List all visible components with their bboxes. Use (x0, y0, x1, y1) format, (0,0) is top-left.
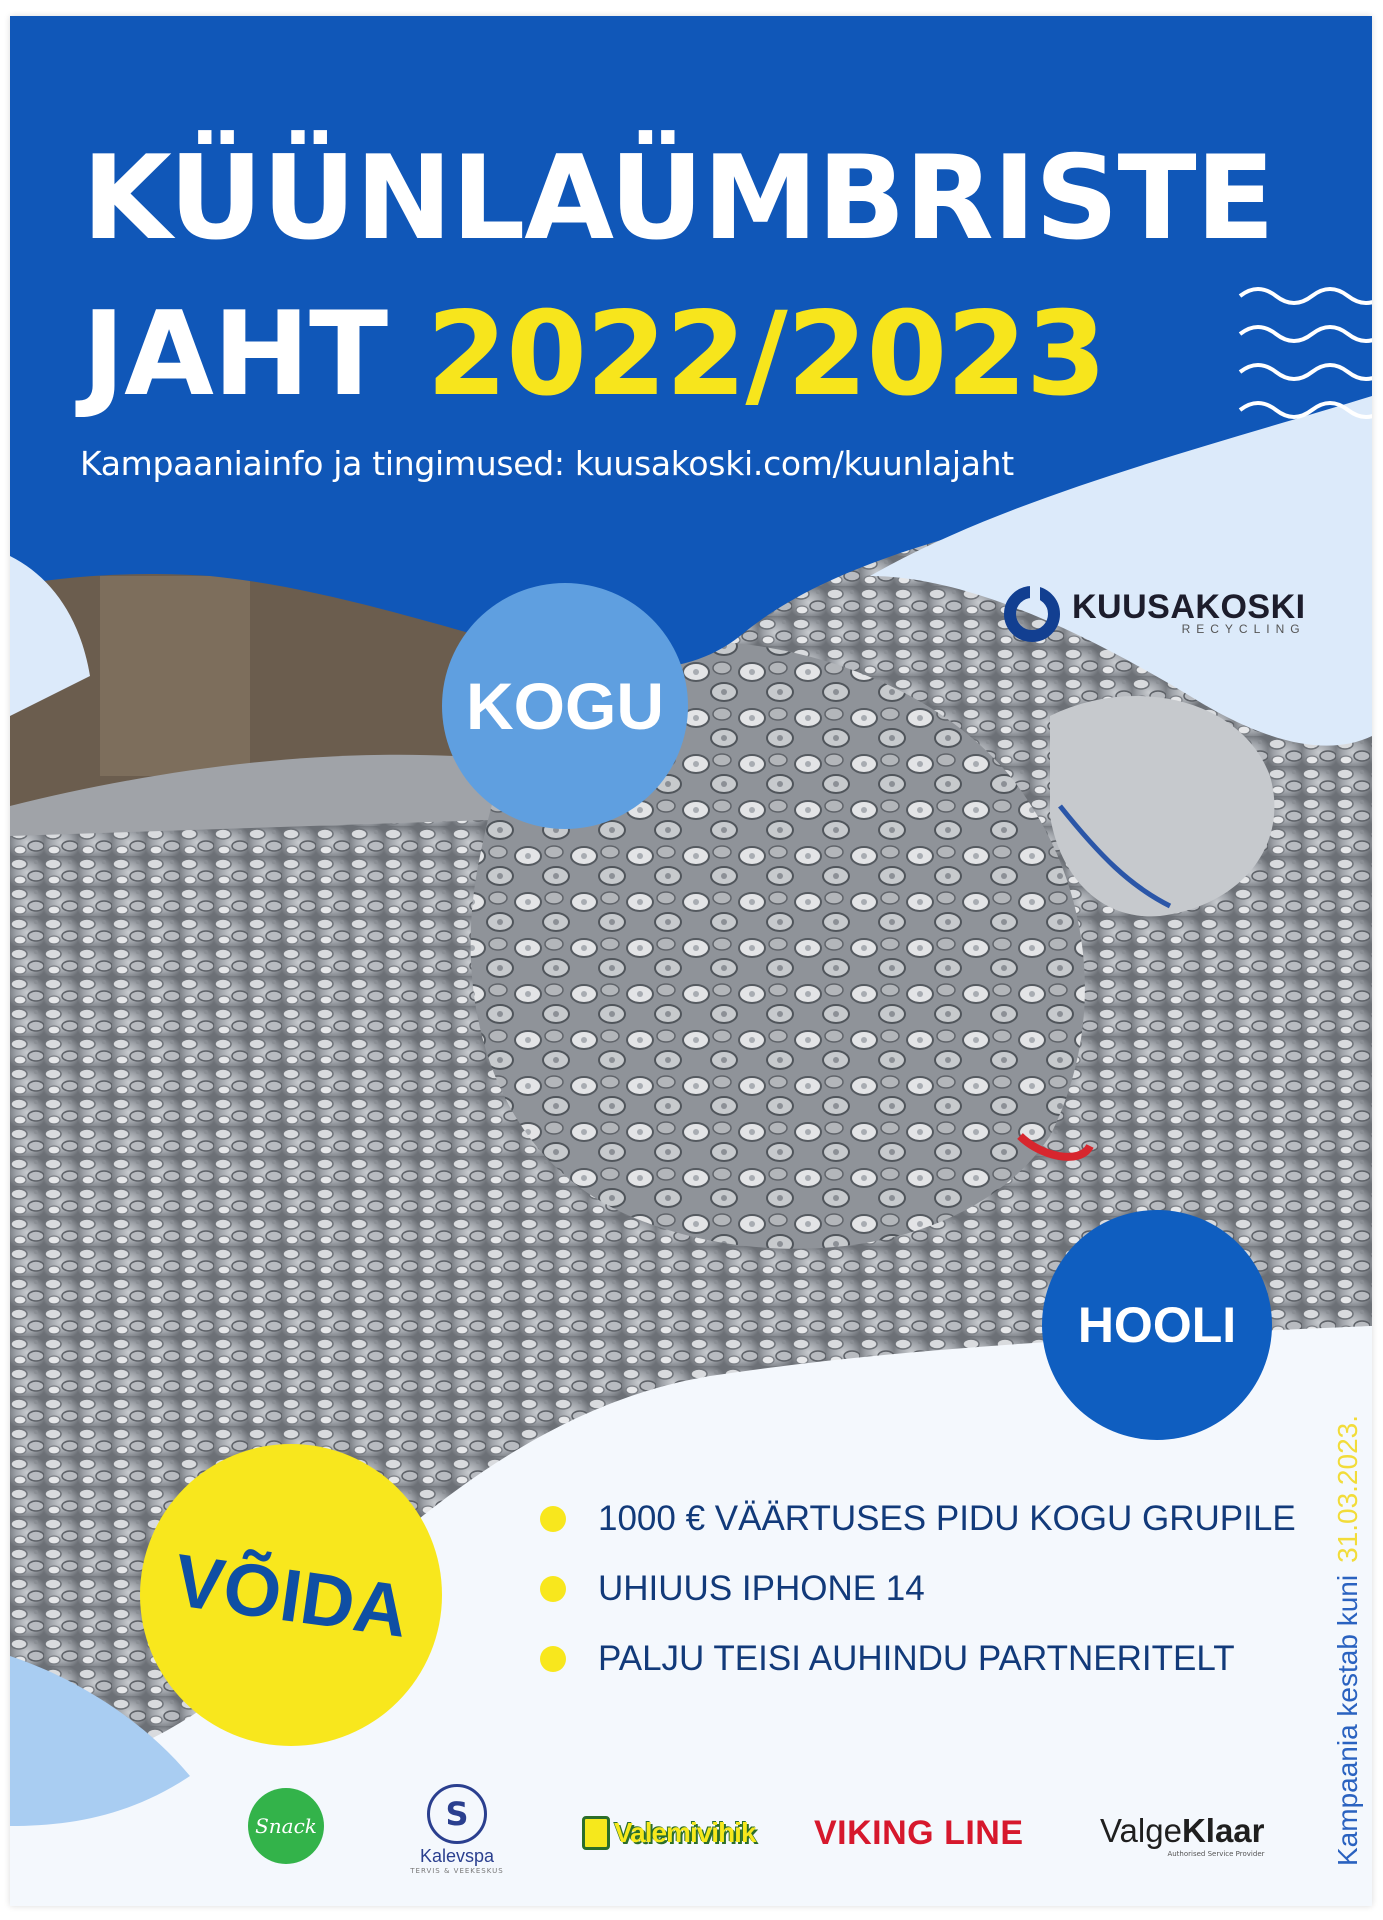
bullet-icon (540, 1506, 566, 1532)
kuusakoski-name: KUUSAKOSKI (1072, 588, 1306, 626)
prize-list (540, 1484, 1296, 1694)
title-line-1: KÜÜNLAÜMBRISTE (82, 131, 1274, 266)
snack-text: Snack (255, 1814, 317, 1838)
voida-label: VÕIDA (169, 1537, 413, 1653)
partner-valemivihik-logo (582, 1816, 756, 1850)
voida-badge (140, 1444, 442, 1746)
valemivihik-name: Valemivihik (614, 1817, 756, 1848)
valgeklaar-sub: Authorised Service Provider (1167, 1850, 1265, 1858)
campaign-info-text: Kampaaniainfo ja tingimused: kuusakoski.com/kuunlajaht (80, 444, 1014, 483)
kogu-badge (442, 583, 688, 829)
valge-text: Valge (1100, 1812, 1182, 1849)
notebook-icon (582, 1816, 610, 1850)
prize-text: 1000 € VÄÄRTUSES PIDU KOGU GRUPILE (598, 1499, 1296, 1538)
kalevspa-sub: TERVIS & VEEKESKUS (410, 1867, 504, 1875)
prize-text: PALJU TEISI AUHINDU PARTNERITELT (598, 1639, 1235, 1678)
kuusakoski-sub: RECYCLING (1181, 622, 1306, 636)
klaar-text: Klaar (1181, 1812, 1265, 1849)
kalevspa-name: Kalevspa (419, 1846, 495, 1866)
kalevspa-ring-icon: S (427, 1784, 487, 1844)
hooli-badge (1042, 1210, 1272, 1440)
campaign-title (82, 121, 1274, 433)
partner-kalevspa-logo (402, 1784, 512, 1875)
campaign-poster (10, 16, 1372, 1906)
prize-text: UHIUUS IPHONE 14 (598, 1569, 925, 1608)
prize-item (540, 1624, 1296, 1694)
hooli-label: HOOLI (1077, 1297, 1237, 1353)
campaign-date: 31.03.2023. (1332, 1415, 1363, 1563)
bullet-icon (540, 1646, 566, 1672)
prize-item (540, 1554, 1296, 1624)
title-line-2: JAHT (82, 287, 388, 422)
campaign-deadline (1332, 1415, 1364, 1866)
prize-item (540, 1484, 1296, 1554)
viking-name: VIKING LINE (814, 1814, 1024, 1852)
partner-snack-logo (248, 1788, 324, 1864)
bullet-icon (540, 1576, 566, 1602)
kogu-label: KOGU (466, 669, 664, 743)
campaign-note: Kampaania kestab kuni (1332, 1574, 1363, 1866)
partner-viking-line-logo (814, 1814, 1024, 1853)
partner-valgeklaar-logo (1100, 1812, 1265, 1858)
kuusakoski-mark-icon (1000, 582, 1064, 646)
kuusakoski-logo (1000, 582, 1306, 646)
title-year: 2022/2023 (426, 287, 1106, 422)
